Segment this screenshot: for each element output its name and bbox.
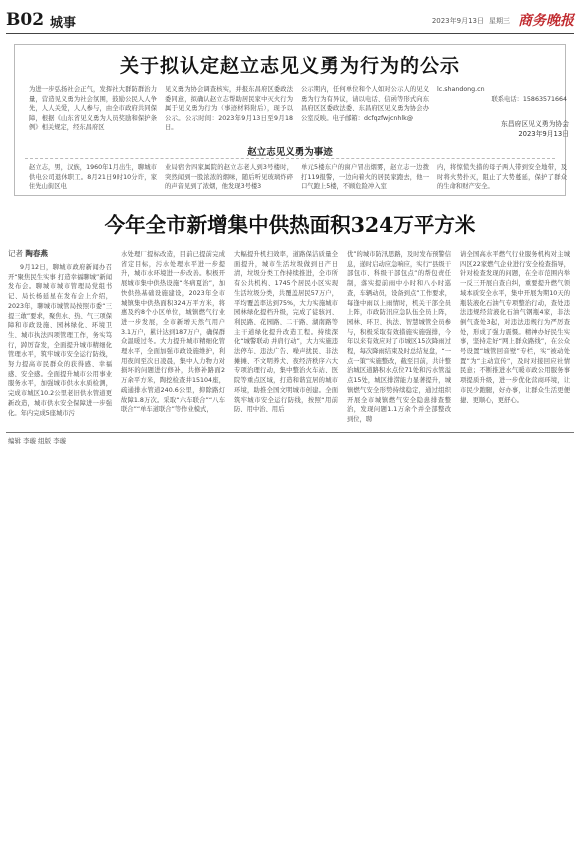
notice-phone: 联系电话：15863571664 — [491, 95, 567, 103]
section-name: 城事 — [50, 16, 77, 31]
article-paragraph: 大幅提升机扫效率，道路保洁质量全面提升，城市生活垃圾做到日产日清，垃圾分类工作持续推进，全市所有公共机构、1745个居民小区实现生活垃圾分类，共覆盖居民57万户，平均覆盖率达到75%，大力实施城市园林绿化提档升级，完成了徒骇河、利民路、花园路、二干路、湖南路等主干道绿化提升改造工程。持续深化“城警联动 并肩行动”，大力实施违法停车、违法广告、噪声扰民、非法摊摊、不文明养犬、夜经济秩序六大专项治理行动，集中整治火车站、医院等重点区域，打造和谐宜居的城市环境，助推全国文明城市创建。全面筑牢城市安全运行防线，按照“用前防、用中治、用后 — [234, 251, 338, 414]
deeds-column-1: 赵立志，男，汉族，1960年1月出生，聊城市供电公司退休职工。8月21日9时10分许，家住先山街区电 — [29, 164, 157, 191]
notice-column-2: 见义勇为协会调查核实，并报东昌府区委政法委同意，拟确认赵立志帮助居民家中灭火行为属于见义勇为行为（事迹材料附后），现予以公示。公示时间：2023年9月13日至9月18日。 — [165, 86, 293, 132]
byline-label: 记者 — [8, 249, 23, 258]
article-column-5 — [460, 250, 570, 405]
notice-org: 东昌府区见义勇为协会 — [501, 120, 569, 128]
article-byline — [8, 248, 48, 259]
issue-weekday: 星期三 — [489, 17, 510, 25]
notice-column-3: 公示期内，任何单位和个人如对公示人的见义勇为行为有异议，请以电话、信函等形式向东昌府区区委政法委、东昌府区见义勇为协会办公室反映。电子邮箱：dcfqzfwjcnhlk@ — [301, 86, 429, 122]
deeds-column-2: 业局宿舍四家属院的赵立志老人到3号楼时，突然闻到一股浓浓的烟味，随后听见玻璃炸碎的声音见到了浓烟，他发现3号楼3 — [165, 164, 293, 191]
footer-divider — [6, 432, 574, 433]
article-column-1 — [8, 263, 112, 418]
notice-title: 关于拟认定赵立志见义勇为行为的公示 — [119, 55, 460, 77]
article-paragraph: 请全国高水平燃气行业服务机构对主城四区22家燃气企业进行安全检查指导，针对检查发现的问题，在全市范围内举一反三开展自查自纠，重要提升燃气领域本质安全水平，集中开展为期10天的瓶装液化石油气专项整治行动，查处违法违规经营液化石油气钢瓶4家，非法倒气查处3起，对违法违规行为严厉查处，形成了强力震慑。精神办好民生实事，坚持走好“网上群众路线”，在公众号设置“城管回音壁”专栏，实“被动处置”为“主动宣传”，及时对接回应社情民意；不断推进水气暖市政公用服务事项提质升级，进一步优化营商环境，让市民少跑腿，好办事，让群众生活更便捷、更顺心，更舒心。 — [460, 251, 570, 404]
article-paragraph: 优”的城市防汛思路，及时发布预警信息，递时启动应急响应，实行“县级干部包市、科级干部包点”的帮包责任制，落实提前雨中小时和八小时巡查，车辆动员，设备到点”工作要求，每逢中雨以上雨情时，机关干部全员上阵，市政防汛应急队伍全员上阵，园林、环卫、执法、智慧城管全员参与，积极采取有效措施实施强排，今年以来有效应对了市城区15次降雨过程，每次降雨结束及时总结复盘，“一点一策”实施整改，截至目前，共计整治城区道路积水点位71处和污水管溢点15处，城区排涝能力显著提升，城镇燃气安全形势持续稳定，通过组织开展全市城镇燃气安全隐患排查整治，发现问题1.1万余个并全部整改到位，聘 — [347, 251, 452, 423]
deeds-title: 赵立志见义勇为事迹 — [247, 147, 333, 158]
notice-column-1: 为进一步弘扬社会正气，发挥社大群防群治力量，营造见义勇为社会氛围，鼓励公民人人争先，人人关爱，人人参与，由全市政府共同保障，根据《山东省见义勇为人员奖励和保护条例》相关规定，经东昌府区 — [29, 86, 157, 132]
editor-credits: 编辑 李璇 组版 李璇 — [8, 437, 67, 445]
byline-author: 陶春燕 — [25, 249, 48, 258]
public-notice-box — [14, 44, 569, 196]
notice-column-4 — [437, 85, 567, 104]
article-column-3 — [234, 250, 338, 415]
newspaper-logo: 商务晚报 — [518, 13, 574, 29]
article-paragraph: 水处理厂提标改造，目前已提前完成省定目标，污水处理水平进一步提升，城市水环境进一步改善。积极开展城市集中供热设施“冬病夏治”，加快供热基础设施建设，2023年全市城镇集中供热面积324万平方米，将惠及约8个小区单位，城镇燃气行业进一步发展，全市新增天然气用户3.1万户，累计达到187万户，确保群众温暖过冬。大力提升城市精细化管理水平，全面加强市政设施维护，利用夜间至次日凌晨，集中人力物力对损坏的问题进行修补，共修补路面2万余平方米，陶挖检查井15104座，疏通排水管道240.6公里，抑除路灯故障1.8万次。采取“六车联合”“八车联合”“单车道联合”等作业模式， — [121, 251, 225, 414]
page-code: B02 — [6, 10, 45, 30]
article-paragraph: 9月12日，聊城市政府新闻办召开“聚焦民生实事 打造幸福聊城”新闻发布会。聊城市城市管理局党组书记、局长杨延星在发布会上介绍，2023年，聊城市城管局按照市委“三提三敢”要求，聚焦水、热、气三项保障和市政设施、园林绿化、环境卫生、城市执法四项管理工作，务实笃行，踔厉奋发，全面提升城市精细化管理水平，筑牢城市安全运行防线，努力提高市民群众的获得感、幸福感、安全感。全面提升城市公用事业服务水平，加强城市供水水质检测，完成市城区10.2公里老旧供水管道更新改造，城市供水安全保障进一步强化。年内完成5座城市污 — [8, 264, 113, 417]
page-header — [6, 10, 574, 32]
deeds-divider — [25, 158, 555, 159]
issue-date: 2023年9月13日 — [431, 17, 484, 25]
notice-email-tail: lc.shandong.cn — [437, 86, 485, 93]
deeds-column-4: 内，将惊慌失措的母子两人带到安全地带，及时将火势扑灭，阻止了大势蔓延，保护了群众的生命和财产安全。 — [437, 164, 567, 191]
deeds-column-3: 单元5楼东户的窗户冒出烟雾，赵立志一边拨打119报警，一边向着火的居民家跑去，他一口气跑上5楼，不顾危险冲入室 — [301, 164, 429, 191]
notice-signature — [439, 119, 569, 139]
article-column-2 — [121, 250, 225, 415]
notice-org-date: 2023年9月13日 — [518, 130, 569, 138]
article-headline: 今年全市新增集中供热面积324万平方米 — [104, 213, 476, 237]
article-column-4 — [347, 250, 451, 425]
header-divider — [6, 33, 574, 34]
